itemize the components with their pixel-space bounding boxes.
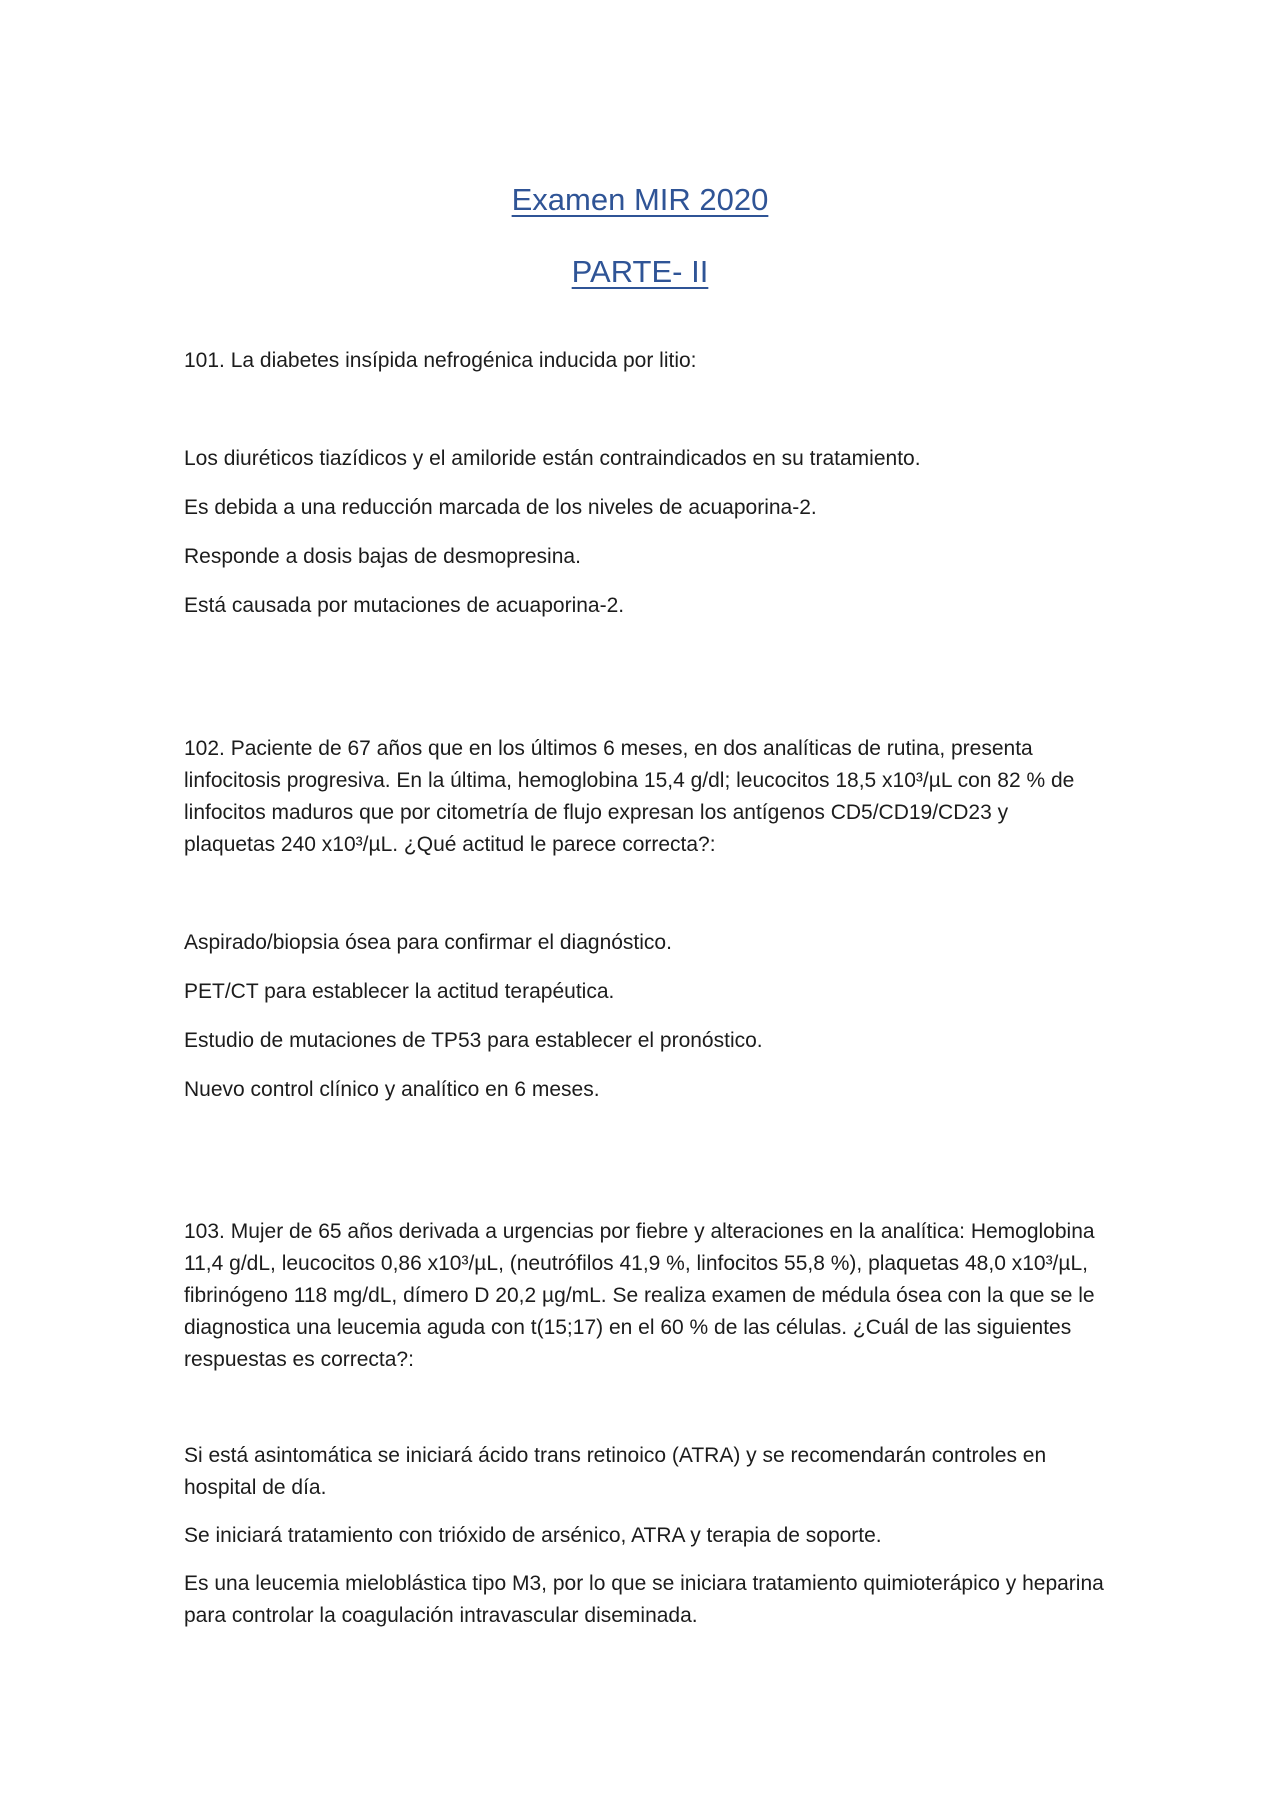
page-subtitle: PARTE- II (571, 254, 709, 289)
question-102 (184, 733, 1104, 1123)
question-text: 103. Mujer de 65 años derivada a urgencias por fiebre y alteraciones en la analítica: Hemoglobina 11,4 g/dL, leucocitos 0,86 x10³/µL, (neutrófilos 41,9 %, linfocitos 55,8 %), plaquetas 48,0 x10³/µL, fibrinógeno 118 mg/dL, dímero D 20,2 µg/mL. Se realiza examen de médula ósea con la que se le diagnostica una leucemia aguda con t(15;17) en el 60 % de las células. ¿Cuál de las siguientes respuestas es correcta?: (184, 1220, 1095, 1371)
page-title: Examen MIR 2020 (511, 182, 769, 217)
answer-option: Los diuréticos tiazídicos y el amiloride están contraindicados en su tratamiento. (184, 447, 921, 470)
answer-option: Es una leucemia mieloblástica tipo M3, por lo que se iniciara tratamiento quimioterápico y heparina para controlar la coagulación intravascular diseminada. (184, 1572, 1104, 1627)
answer-option: Estudio de mutaciones de TP53 para establecer el pronóstico. (184, 1029, 763, 1052)
answer-option: Si está asintomática se iniciará ácido trans retinoico (ATRA) y se recomendarán controles en hospital de día. (184, 1444, 1047, 1499)
answer-options (184, 1440, 1104, 1632)
answer-option: Es debida a una reducción marcada de los niveles de acuaporina-2. (184, 496, 817, 519)
answer-option: PET/CT para establecer la actitud terapéutica. (184, 980, 615, 1003)
answer-option: Responde a dosis bajas de desmopresina. (184, 545, 581, 568)
question-text: 101. La diabetes insípida nefrogénica inducida por litio: (184, 349, 697, 372)
answer-option: Nuevo control clínico y analítico en 6 meses. (184, 1078, 600, 1101)
answer-option: Está causada por mutaciones de acuaporina-2. (184, 594, 625, 617)
answer-options (184, 443, 1104, 622)
question-text: 102. Paciente de 67 años que en los últimos 6 meses, en dos analíticas de rutina, presenta linfocitosis progresiva. En la última, hemoglobina 15,4 g/dl; leucocitos 18,5 x10³/µL con 82 % de linfocitos maduros que por citometría de flujo expresan los antígenos CD5/CD19/CD23 y plaquetas 240 x10³/µL. ¿Qué actitud le parece correcta?: (184, 737, 1075, 856)
answer-option: Se iniciará tratamiento con trióxido de arsénico, ATRA y terapia de soporte. (184, 1524, 882, 1547)
question-103 (184, 1216, 1104, 1648)
answer-option: Aspirado/biopsia ósea para confirmar el diagnóstico. (184, 931, 672, 954)
answer-options (184, 927, 1104, 1106)
question-101 (184, 345, 1104, 639)
